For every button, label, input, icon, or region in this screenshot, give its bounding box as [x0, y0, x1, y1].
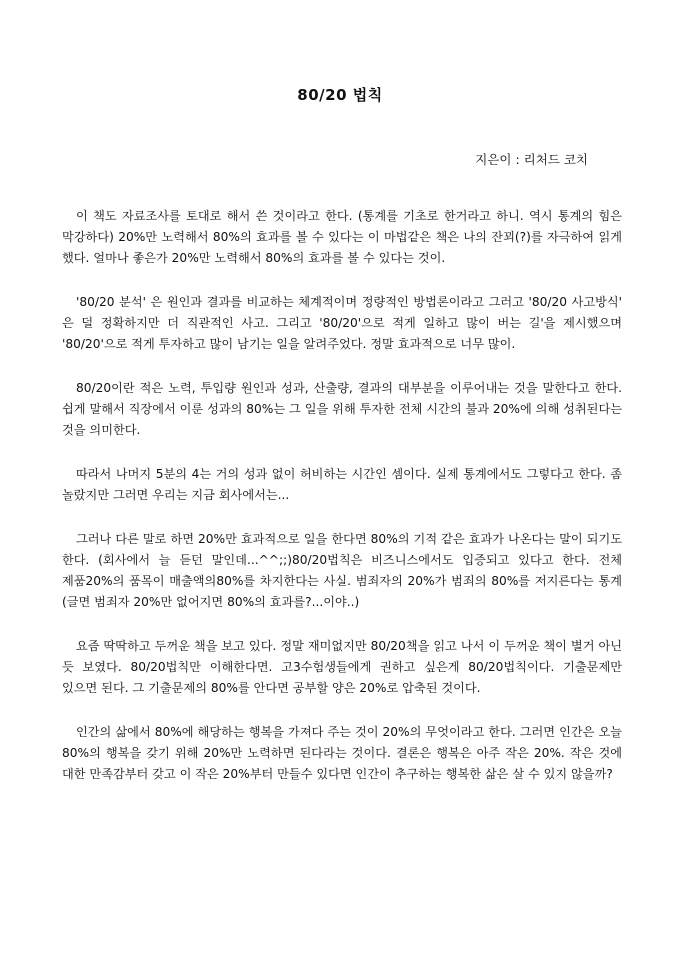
paragraph-4: 따라서 나머지 5분의 4는 거의 성과 없이 허비하는 시간인 셈이다. 실제 통계에서도 그렇다고 한다. 좀 놀랐지만 그러면 우리는 지금 회사에서는... [62, 467, 622, 502]
paragraph-2: '80/20 분석' 은 원인과 결과를 비교하는 체계적이며 정량적인 방법론이라고 그러고 '80/20 사고방식' 은 덜 정확하지만 더 직관적인 사고. 그리고 '80/20'으로 적게 일하고 많이 버는 길'을 제시했으며 '80/20'으로 적게 투자하고 많이 남기는 일을 알려주었다. 정말 효과적으로 너무 많이. [62, 295, 622, 351]
paragraph-3: 80/20이란 적은 노력, 투입량 원인과 성과, 산출량, 결과의 대부분을 이루어내는 것을 말한다고 한다. 쉽게 말해서 직장에서 이룬 성과의 80%는 그 일을 위해 투자한 전체 시간의 불과 20%에 의해 성취된다는 것을 의미한다. [62, 381, 622, 437]
paragraph-6: 요즘 딱딱하고 두꺼운 책을 보고 있다. 정말 재미없지만 80/20책을 읽고 나서 이 두꺼운 책이 별거 아닌 듯 보였다. 80/20법칙만 이해한다면. 고3수험생들에게 권하고 싶은게 80/20법칙이다. 기출문제만 있으면 된다. 그 기출문제의 80%를 안다면 공부할 양은 20%로 압축된 것이다. [62, 639, 622, 695]
document-title: 80/20 법칙 [297, 86, 383, 104]
paragraph-5: 그러나 다른 말로 하면 20%만 효과적으로 일을 한다면 80%의 기적 같은 효과가 나온다는 말이 되기도 한다. (회사에서 늘 듣던 말인데...^^;;)80/20법칙은 비즈니스에서도 입증되고 있다고 한다. 전체 제품20%의 품목이 매출액의80%를 차지한다는 사실. 범죄자의 20%가 범죄의 80%를 저지른다는 통계(글면 범죄자 20%만 없어지면 80%의 효과를?...이야..) [62, 532, 622, 609]
paragraph-1: 이 책도 자료조사를 토대로 해서 쓴 것이라고 한다. (통계를 기초로 한거라고 하니. 역시 통계의 힘은 막강하다) 20%만 노력해서 80%의 효과를 볼 수 있다는 이 마법같은 책은 나의 잔꾀(?)를 자극하여 읽게 했다. 얼마나 좋은가 20%만 노력해서 80%의 효과를 볼 수 있다는 것이. [62, 209, 622, 265]
paragraph-7: 인간의 삶에서 80%에 해당하는 행복을 가져다 주는 것이 20%의 무엇이라고 한다. 그러면 인간은 오늘 80%의 행복을 갖기 위해 20%만 노력하면 된다라는 것이다. 결론은 행복은 아주 작은 20%. 작은 것에 대한 만족감부터 갖고 이 작은 20%부터 만들수 있다면 인간이 추구하는 행복한 삶은 살 수 있지 않을까? [62, 725, 622, 781]
document-body [62, 206, 622, 808]
author-line: 지은이 : 리처드 코치 [475, 152, 588, 167]
